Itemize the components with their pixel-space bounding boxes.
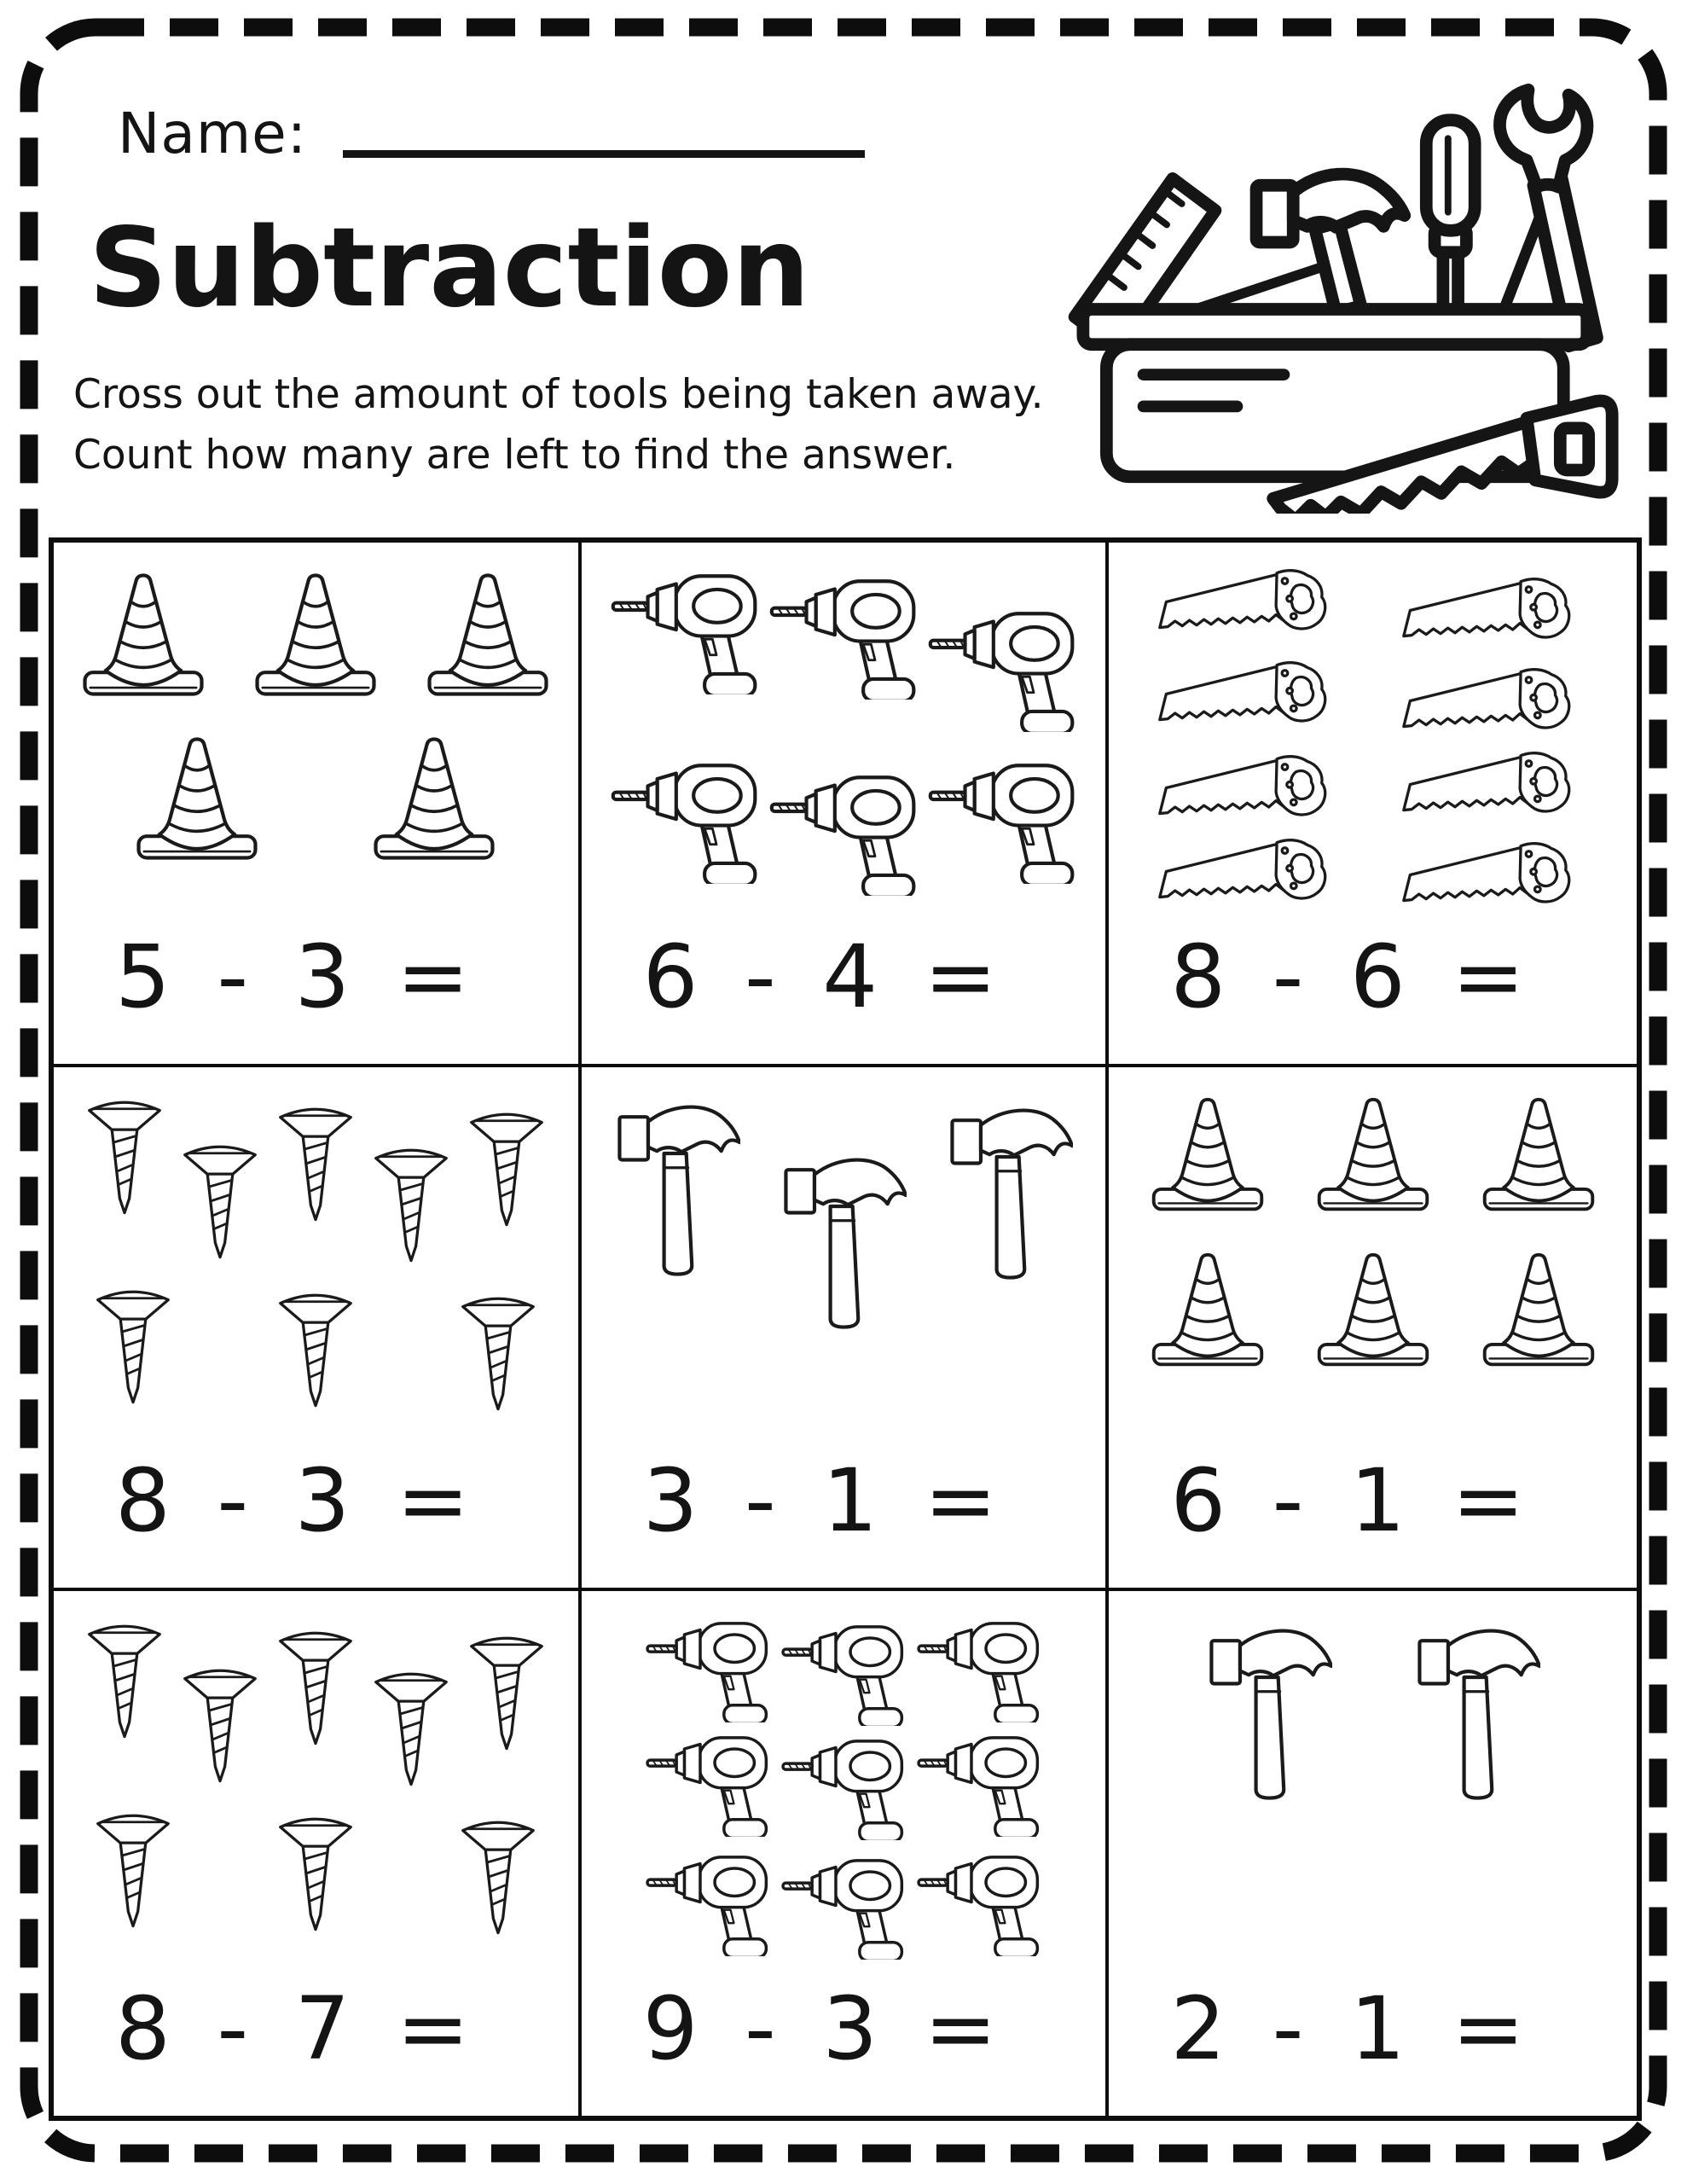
drill-icon (645, 1731, 770, 1837)
problem-cell-6 (1109, 1067, 1637, 1592)
tool-row (76, 1806, 556, 1941)
traffic-cone-icon (1476, 1093, 1601, 1217)
hand-saw-icon (1399, 667, 1591, 747)
tool-row (1131, 568, 1615, 657)
page-title: Subtraction (89, 205, 810, 332)
name-blank-line (343, 150, 865, 158)
hammer-icon (613, 1093, 740, 1284)
equation-label: 6 - 1 = (1170, 1450, 1531, 1553)
hand-saw-icon (1155, 660, 1348, 741)
drill-icon (610, 568, 760, 694)
equation-label: 8 - 3 = (115, 1450, 476, 1553)
problem-cell-8 (582, 1591, 1110, 2116)
tool-group (76, 1089, 556, 1451)
equation-label: 3 - 1 = (642, 1450, 1003, 1553)
traffic-cone-icon (1311, 1248, 1435, 1373)
tool-row (1131, 660, 1615, 747)
screw-icon (180, 1661, 260, 1789)
traffic-cone-icon (1476, 1248, 1601, 1373)
screw-icon (275, 1100, 356, 1228)
drill-icon (645, 1617, 770, 1722)
drill-icon (610, 758, 760, 884)
tool-row (604, 1842, 1084, 1960)
tool-row (76, 568, 556, 703)
traffic-cone-icon (420, 568, 555, 703)
tool-group (76, 565, 556, 926)
screw-icon (458, 1289, 538, 1417)
tool-row (1131, 1248, 1615, 1373)
hand-saw-icon (1399, 577, 1591, 657)
drill-icon (780, 1734, 906, 1840)
problem-cell-5 (582, 1067, 1110, 1592)
equation-label: 8 - 7 = (115, 1978, 476, 2080)
screw-icon (467, 1105, 547, 1233)
instructions-line-2: Count how many are left to find the answer. (73, 431, 956, 479)
tool-row (76, 1617, 556, 1792)
screw-icon (275, 1623, 356, 1751)
name-row (118, 101, 865, 166)
drill-icon (927, 606, 1077, 732)
tool-row (604, 758, 1084, 896)
instructions-line-1: Cross out the amount of tools being taken away. (73, 371, 1044, 418)
instructions (73, 365, 1080, 485)
screw-icon (275, 1809, 356, 1937)
screw-icon (180, 1137, 260, 1265)
tool-row (604, 1728, 1084, 1840)
screw-icon (93, 1282, 173, 1410)
drill-icon (927, 758, 1077, 884)
screw-icon (467, 1629, 547, 1757)
traffic-cone-icon (1311, 1093, 1435, 1217)
problem-cell-3 (1109, 543, 1637, 1067)
tool-group (1131, 1613, 1615, 1978)
tool-row (1131, 751, 1615, 834)
drill-icon (780, 1854, 906, 1960)
hammer-icon (780, 1146, 907, 1337)
problem-cell-9 (1109, 1591, 1637, 2116)
tool-group (76, 1613, 556, 1978)
screw-icon (84, 1093, 165, 1221)
drill-icon (916, 1617, 1041, 1722)
drill-icon (780, 1620, 906, 1726)
equation-label: 9 - 3 = (642, 1978, 1003, 2080)
tool-group (604, 1613, 1084, 1978)
equation-label: 2 - 1 = (1170, 1978, 1531, 2080)
hammer-icon (946, 1096, 1073, 1287)
equation-label: 5 - 3 = (115, 926, 476, 1028)
equation-label: 8 - 6 = (1170, 926, 1531, 1028)
problem-cell-2 (582, 543, 1110, 1067)
tool-row (604, 1617, 1084, 1726)
tool-row (1131, 838, 1615, 921)
tool-group (604, 565, 1084, 926)
screw-icon (458, 1813, 538, 1941)
screw-icon (84, 1617, 165, 1745)
tool-group (1131, 1089, 1615, 1451)
traffic-cone-icon (76, 568, 211, 703)
tool-row (1131, 1093, 1615, 1217)
hand-saw-icon (1399, 751, 1591, 831)
traffic-cone-icon (1145, 1248, 1270, 1373)
tool-group (604, 1089, 1084, 1451)
tool-row (604, 1093, 1084, 1337)
tool-group (1131, 565, 1615, 926)
hand-saw-icon (1399, 841, 1591, 921)
problems-grid (49, 537, 1642, 2121)
traffic-cone-icon (367, 732, 501, 867)
screw-icon (371, 1141, 451, 1269)
name-label: Name: (118, 101, 307, 166)
hand-saw-icon (1155, 568, 1348, 648)
hammer-icon (1205, 1617, 1332, 1808)
drill-icon (645, 1850, 770, 1956)
screw-icon (275, 1286, 356, 1414)
traffic-cone-icon (248, 568, 383, 703)
problem-cell-1 (54, 543, 582, 1067)
tool-row (76, 1093, 556, 1269)
traffic-cone-icon (1145, 1093, 1270, 1217)
equation-label: 6 - 4 = (642, 926, 1003, 1028)
tool-row (76, 1282, 556, 1417)
tool-row (76, 732, 556, 867)
drill-icon (916, 1850, 1041, 1956)
problem-cell-7 (54, 1591, 582, 2116)
drill-icon (768, 770, 919, 896)
screw-icon (371, 1664, 451, 1792)
hand-saw-icon (1155, 838, 1348, 918)
hand-saw-icon (1155, 754, 1348, 834)
hammer-icon (1413, 1617, 1540, 1808)
tool-row (1131, 1617, 1615, 1808)
traffic-cone-icon (130, 732, 264, 867)
tool-row (604, 568, 1084, 732)
problem-cell-4 (54, 1067, 582, 1592)
toolbox-tools-icon (1054, 61, 1643, 514)
drill-icon (768, 573, 919, 700)
drill-icon (916, 1731, 1041, 1837)
screw-icon (93, 1806, 173, 1934)
